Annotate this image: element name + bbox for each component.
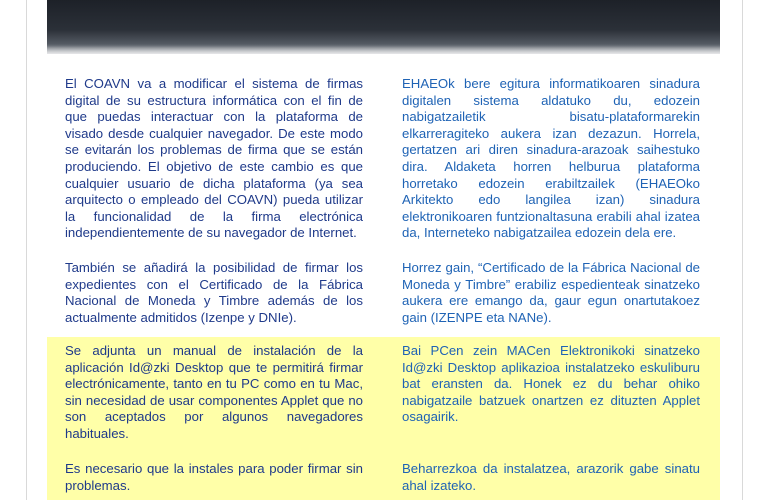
eu-paragraph-2: Horrez gain, “Certificado de la Fábrica Nacional de Moneda y Timbre” erabiliz espedienteak sinatzeko aukera ere emango da, gaur egun onartutakoez gain (IZENPE eta NANe). <box>402 260 700 325</box>
eu-paragraph-1: EHAEOk bere egitura informatikoaren sinadura digitalen sistema aldatuko du, edozein nabigatzailetik bisatu-plataformarekin elkarreragiteko aukera izan dezazun. Horrela, gertatzen ari diren sinadura-arazoak saihestuko dira. Aldaketa horren helburua plataforma horretako edozein erabiltzailek (EHAEOko Arkitekto edo langilea izan) sinadura elektronikoaren funtzionaltasuna erabili ahal izatea da, Interneteko nabigatzailea edozein dela ere. <box>402 76 700 241</box>
header-banner-image <box>47 0 720 54</box>
es-paragraph-1: El COAVN va a modificar el sistema de firmas digital de su estructura informática con el fin de que puedas interactuar con la plataforma de visado desde cualquier navegador. De este modo se evitarán los problemas de firma que se están produciendo. El objetivo de este cambio es que cualquier usuario de dicha plataforma (ya sea arquitecto o empleado del COAVN) pueda utilizar la funcionalidad de la firma electrónica independientemente de su navegador de Internet. <box>65 76 363 241</box>
right-border <box>742 0 743 500</box>
es-paragraph-2: También se añadirá la posibilidad de firmar los expedientes con el Certificado de la Fábrica Nacional de Moneda y Timbre además de los actualmente admitidos (Izenpe y DNIe). <box>65 260 363 325</box>
left-border <box>26 0 27 500</box>
es-paragraph-4: Es necesario que la instales para poder firmar sin problemas. <box>65 461 363 493</box>
eu-paragraph-3: Bai PCen zein MACen Elektronikoki sinatzeko Id@zki Desktop aplikazioa instalatzeko eskuliburu bat eransten da. Honek ez du behar ohiko nabigatzaile batzuek onartzen ez dituzten Applet osagairik. <box>402 343 700 425</box>
eu-paragraph-4: Beharrezkoa da instalatzea, arazorik gabe sinatu ahal izateko. <box>402 461 700 493</box>
es-paragraph-3: Se adjunta un manual de instalación de la aplicación Id@zki Desktop que te permitirá firmar electrónicamente, tanto en tu PC como en tu Mac, sin necesidad de usar componentes Applet que no son aceptados por algunos navegadores habituales. <box>65 343 363 441</box>
